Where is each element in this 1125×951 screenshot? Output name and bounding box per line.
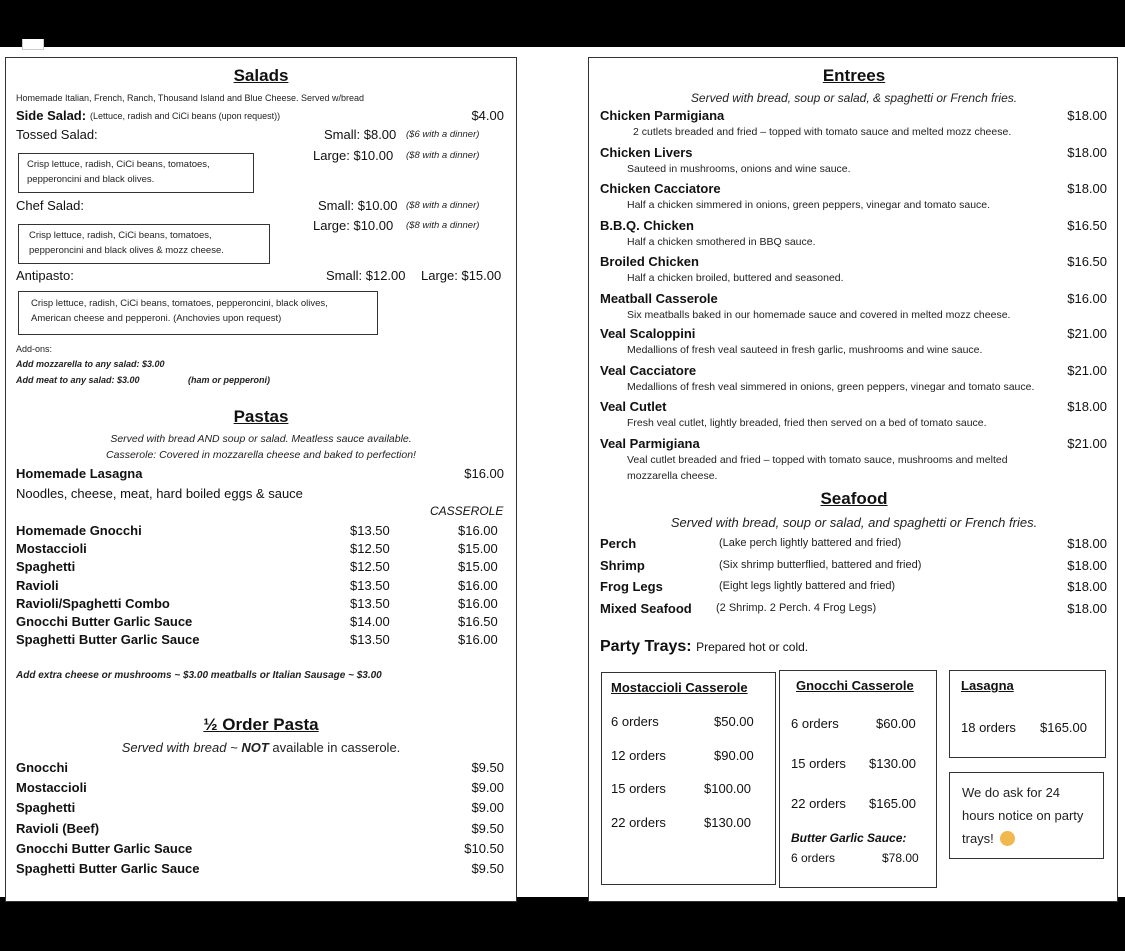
casserole-header: CASSEROLE — [430, 504, 504, 518]
pasta-item-price: $13.50 — [350, 523, 390, 538]
pasta-item-name: Gnocchi Butter Garlic Sauce — [16, 614, 193, 629]
pastas-sub1: Served with bread AND soup or salad. Meatless sauce available. — [110, 433, 412, 445]
entree-desc: Medallions of fresh veal simmered in onions, green peppers, vinegar and tomato sauce. — [627, 381, 1035, 393]
side-salad-name: Side Salad: — [16, 108, 87, 123]
pasta-item-name: Spaghetti — [16, 559, 76, 575]
tray-qty: 15 orders — [791, 756, 846, 771]
smile-icon — [1000, 831, 1015, 846]
entree-desc: Veal cutlet breaded and fried – topped with tomato sauce, mushrooms and melted — [627, 454, 1008, 466]
half-item-price: $9.50 — [471, 861, 504, 876]
party-trays-sub: Prepared hot or cold. — [696, 640, 809, 654]
tossed-salad-name: Tossed Salad: — [16, 127, 98, 142]
bgs-label: Butter Garlic Sauce: — [791, 831, 907, 845]
antipasto-large: Large: $15.00 — [421, 268, 502, 283]
entree-name: Chicken Parmigiana — [600, 108, 725, 123]
bgs-price: $78.00 — [882, 851, 919, 865]
pasta-item-casserole-price: $15.00 — [458, 559, 498, 575]
entree-price: $21.00 — [1067, 363, 1107, 378]
seafood-name: Mixed Seafood — [600, 600, 692, 616]
chef-small: Small: $10.00 — [318, 198, 398, 213]
half-item-name: Mostaccioli — [16, 780, 87, 796]
half-sub-b: NOT — [241, 740, 269, 755]
seafood-desc: (Eight legs lightly battered and fried) — [719, 580, 896, 592]
entree-name: Veal Scaloppini — [600, 326, 696, 341]
tossed-large: Large: $10.00 — [313, 148, 394, 163]
chef-salad-name: Chef Salad: — [16, 198, 84, 213]
antipasto-desc: Crisp lettuce, radish, CiCi beans, tomatoes, pepperoncini, black olives, American cheese and pepperoni. (Anchovies upon request) — [31, 298, 328, 324]
half-order-title: ½ Order Pasta — [203, 715, 319, 734]
addons-label: Add-ons: — [16, 344, 53, 354]
pasta-item-price: $13.50 — [350, 577, 390, 593]
seafood-name: Perch — [600, 536, 637, 551]
party-trays-heading — [600, 638, 808, 656]
chef-large: Large: $10.00 — [313, 218, 394, 233]
tray-price: $60.00 — [876, 716, 916, 731]
half-item-name: Gnocchi — [16, 760, 69, 775]
pasta-item-casserole-price: $16.00 — [458, 523, 498, 538]
lasagna-tray-price: $165.00 — [1040, 720, 1087, 735]
notice-text: We do ask for 24 hours notice on party trays! — [962, 785, 1084, 846]
tray-price: $90.00 — [714, 747, 754, 763]
seafood-price: $18.00 — [1067, 600, 1107, 616]
lasagna-tray-box — [949, 670, 1106, 758]
pasta-item-casserole-price: $16.50 — [458, 614, 498, 629]
lasagna-name: Homemade Lasagna — [16, 466, 143, 481]
lasagna-price: $16.00 — [464, 466, 504, 481]
entree-price: $16.00 — [1067, 291, 1107, 306]
entree-desc: Sauteed in mushrooms, onions and wine sauce. — [627, 163, 851, 175]
tossed-desc: Crisp lettuce, radish, CiCi beans, tomatoes, pepperoncini and black olives. — [27, 159, 210, 185]
salads-dressings: Homemade Italian, French, Ranch, Thousand Island and Blue Cheese. Served w/bread — [16, 93, 365, 103]
seafood-price: $18.00 — [1067, 557, 1107, 573]
tray-price: $130.00 — [704, 814, 751, 830]
seafood-price: $18.00 — [1067, 579, 1107, 594]
seafood-desc: (Six shrimp butterflied, battered and fried) — [719, 558, 922, 571]
seafood-title: Seafood — [820, 489, 888, 508]
tossed-small: Small: $8.00 — [324, 127, 397, 142]
notice-wrap — [962, 781, 1091, 850]
entrees-title: Entrees — [822, 66, 886, 85]
pasta-item-name: Ravioli — [16, 577, 59, 593]
pasta-item-price: $12.50 — [350, 559, 390, 575]
tossed-small-note: ($6 with a dinner) — [406, 129, 480, 140]
entree-name: Broiled Chicken — [600, 254, 699, 269]
entree-desc: Fresh veal cutlet, lightly breaded, fried then served on a bed of tomato sauce. — [627, 417, 987, 429]
lasagna-tray-qty: 18 orders — [961, 720, 1016, 735]
entree-desc: 2 cutlets breaded and fried – topped with tomato sauce and melted mozz cheese. — [633, 126, 1012, 138]
tray-qty: 22 orders — [611, 814, 666, 830]
pastas-title: Pastas — [233, 407, 289, 426]
entree-name: Meatball Casserole — [600, 291, 718, 306]
party-trays-title: Party Trays: — [600, 638, 692, 655]
tray-qty: 6 orders — [791, 716, 839, 731]
half-item-name: Gnocchi Butter Garlic Sauce — [16, 840, 193, 856]
pasta-item-name: Homemade Gnocchi — [16, 523, 142, 538]
mostaccioli-tray-box — [601, 672, 776, 885]
entree-name: Veal Cutlet — [600, 399, 667, 414]
chef-desc-box — [18, 224, 270, 264]
entree-price: $16.50 — [1067, 218, 1107, 233]
half-item-price: $9.50 — [471, 760, 504, 775]
menu-page-right — [588, 57, 1118, 902]
seafood-name: Shrimp — [600, 557, 645, 573]
antipasto-small: Small: $12.00 — [326, 268, 406, 283]
entree-name: Veal Parmigiana — [600, 436, 700, 451]
entree-desc: Medallions of fresh veal sauteed in fresh garlic, mushrooms and wine sauce. — [627, 344, 983, 356]
chef-large-note: ($8 with a dinner) — [406, 220, 480, 231]
entree-price: $18.00 — [1067, 108, 1107, 123]
entree-price: $18.00 — [1067, 145, 1107, 160]
seafood-name: Frog Legs — [600, 579, 663, 594]
pasta-item-price: $14.00 — [350, 614, 390, 629]
half-item-name: Spaghetti Butter Garlic Sauce — [16, 861, 200, 876]
side-salad-desc: (Lettuce, radish and CiCi beans (upon request)) — [90, 111, 281, 121]
entree-desc-2: mozzarella cheese. — [627, 470, 718, 482]
salads-title: Salads — [233, 66, 289, 85]
chef-small-note: ($8 with a dinner) — [406, 200, 480, 211]
half-item-price: $9.00 — [471, 800, 504, 816]
entree-price: $21.00 — [1067, 326, 1107, 341]
tray-price: $100.00 — [704, 781, 751, 796]
addon-meat: Add meat to any salad: $3.00 — [16, 375, 140, 385]
lasagna-tray-title: Lasagna — [961, 678, 1014, 693]
half-item-price: $9.00 — [471, 780, 504, 796]
side-salad-price: $4.00 — [471, 108, 504, 123]
pasta-item-casserole-price: $16.00 — [458, 577, 498, 593]
seafood-price: $18.00 — [1067, 536, 1107, 551]
entrees-sub: Served with bread, soup or salad, & spaghetti or French fries. — [690, 91, 1018, 105]
entree-desc: Half a chicken smothered in BBQ sauce. — [627, 236, 816, 248]
pasta-extra: Add extra cheese or mushrooms ~ $3.00 meatballs or Italian Sausage ~ $3.00 — [16, 670, 382, 681]
antipasto-name: Antipasto: — [16, 268, 74, 283]
tray-price: $165.00 — [869, 796, 916, 811]
entree-price: $18.00 — [1067, 399, 1107, 414]
pasta-item-name: Ravioli/Spaghetti Combo — [16, 595, 170, 611]
seafood-desc: (2 Shrimp. 2 Perch. 4 Frog Legs) — [716, 601, 877, 614]
pasta-item-price: $13.50 — [350, 595, 390, 611]
entree-desc: Half a chicken broiled, buttered and seasoned. — [627, 272, 844, 284]
antipasto-desc-box — [18, 291, 378, 335]
tray-qty: 15 orders — [611, 781, 666, 796]
half-item-price: $9.50 — [471, 820, 504, 836]
pasta-item-name: Mostaccioli — [16, 541, 87, 557]
seafood-sub: Served with bread, soup or salad, and spaghetti or French fries. — [670, 515, 1038, 530]
entree-name: Chicken Livers — [600, 145, 693, 160]
half-item-name: Ravioli (Beef) — [16, 820, 100, 836]
half-sub-a: Served with bread ~ — [121, 740, 242, 755]
entree-price: $21.00 — [1067, 436, 1107, 451]
mostaccioli-tray-title: Mostaccioli Casserole — [611, 680, 748, 695]
lasagna-desc: Noodles, cheese, meat, hard boiled eggs & sauce — [16, 486, 303, 501]
half-order-sub — [6, 740, 516, 755]
tossed-large-note: ($8 with a dinner) — [406, 150, 480, 161]
tossed-desc-box — [18, 153, 254, 193]
pasta-item-price: $12.50 — [350, 541, 390, 557]
pasta-item-price: $13.50 — [350, 632, 390, 648]
addon-mozzarella: Add mozzarella to any salad: $3.00 — [16, 359, 165, 369]
addon-meat-note: (ham or pepperoni) — [188, 375, 271, 385]
half-item-name: Spaghetti — [16, 800, 76, 816]
entree-price: $18.00 — [1067, 181, 1107, 196]
tray-qty: 12 orders — [611, 747, 666, 763]
tray-qty: 22 orders — [791, 796, 846, 811]
entree-desc: Six meatballs baked in our homemade sauce and covered in melted mozz cheese. — [627, 309, 1011, 321]
chef-desc: Crisp lettuce, radish, CiCi beans, tomatoes, pepperoncini and black olives & mozz cheese. — [29, 230, 224, 256]
pastas-sub2: Casserole: Covered in mozzarella cheese and baked to perfection! — [106, 449, 416, 461]
half-sub-c: available in casserole. — [268, 740, 401, 755]
pasta-item-casserole-price: $15.00 — [458, 541, 498, 557]
bgs-qty: 6 orders — [791, 851, 836, 865]
entree-name: Chicken Cacciatore — [600, 181, 721, 196]
gnocchi-tray-box — [779, 670, 937, 888]
pasta-item-name: Spaghetti Butter Garlic Sauce — [16, 632, 200, 648]
menu-page-left — [5, 57, 517, 902]
notice-box — [949, 772, 1104, 859]
half-item-price: $10.50 — [464, 840, 504, 856]
pasta-item-casserole-price: $16.00 — [458, 632, 498, 648]
entree-desc: Half a chicken simmered in onions, green peppers, vinegar and tomato sauce. — [627, 199, 991, 211]
seafood-desc: (Lake perch lightly battered and fried) — [719, 537, 902, 549]
entree-name: B.B.Q. Chicken — [600, 218, 694, 233]
tray-price: $50.00 — [714, 714, 754, 729]
tray-price: $130.00 — [869, 756, 916, 771]
gnocchi-tray-title: Gnocchi Casserole — [796, 678, 914, 693]
entree-name: Veal Cacciatore — [600, 363, 697, 378]
tray-qty: 6 orders — [611, 714, 659, 729]
entree-price: $16.50 — [1067, 254, 1107, 269]
pasta-item-casserole-price: $16.00 — [458, 595, 498, 611]
corner-tab — [22, 39, 44, 50]
